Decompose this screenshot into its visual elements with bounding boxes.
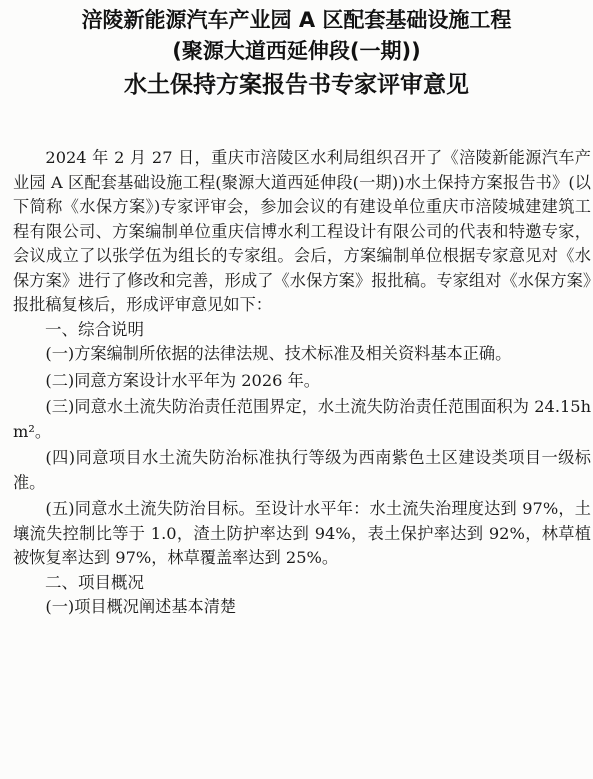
section-1-item-2: (二)同意方案设计水平年为 2026 年。 xyxy=(45,370,320,390)
section-1-item-3: (三)同意水土流失防治责任范围界定，水土流失防治责任范围面积为 24.15hm²。 xyxy=(13,397,591,441)
section-1-item-5: (五)同意水土流失防治目标。至设计水平年：水土流失治理度达到 97%，土壤流失控制比等于 1.0，渣土防护率达到 94%，表土保护率达到 92%，林草植被恢复率达到 97%，林草覆盖率达到 25%。 xyxy=(13,499,591,567)
document-title-line-1: 涪陵新能源汽车产业园 A 区配套基础设施工程 xyxy=(81,8,512,32)
section-1-heading: 一、综合说明 xyxy=(45,319,144,339)
section-2-heading: 二、项目概况 xyxy=(45,572,144,592)
document-body xyxy=(13,146,591,620)
document-title-line-3: 水土保持方案报告书专家评审意见 xyxy=(124,72,469,98)
intro-paragraph: 2024 年 2 月 27 日，重庆市涪陵区水利局组织召开了《涪陵新能源汽车产业园 A 区配套基础设施工程(聚源大道西延伸段(一期))水土保持方案报告书》(以下简称《水保方案》)专家评审会，参加会议的有建设单位重庆市涪陵城建建筑工程有限公司、方案编制单位重庆信博水利工程设计有限公司的代表和特邀专家，会议成立了以张学伍为组长的专家组。会后，方案编制单位根据专家意见对《水保方案》进行了修改和完善，形成了《水保方案》报批稿。专家组对《水保方案》报批稿复核后，形成评审意见如下： xyxy=(13,148,591,314)
document-title-line-2: (聚源大道西延伸段(一期)) xyxy=(172,39,421,63)
section-2-item-1: (一)项目概况阐述基本清楚 xyxy=(45,597,237,616)
section-1-item-1: (一)方案编制所依据的法律法规、技术标准及相关资料基本正确。 xyxy=(45,344,512,363)
section-1-item-4: (四)同意项目水土流失防治标准执行等级为西南紫色土区建设类项目一级标准。 xyxy=(13,448,591,492)
